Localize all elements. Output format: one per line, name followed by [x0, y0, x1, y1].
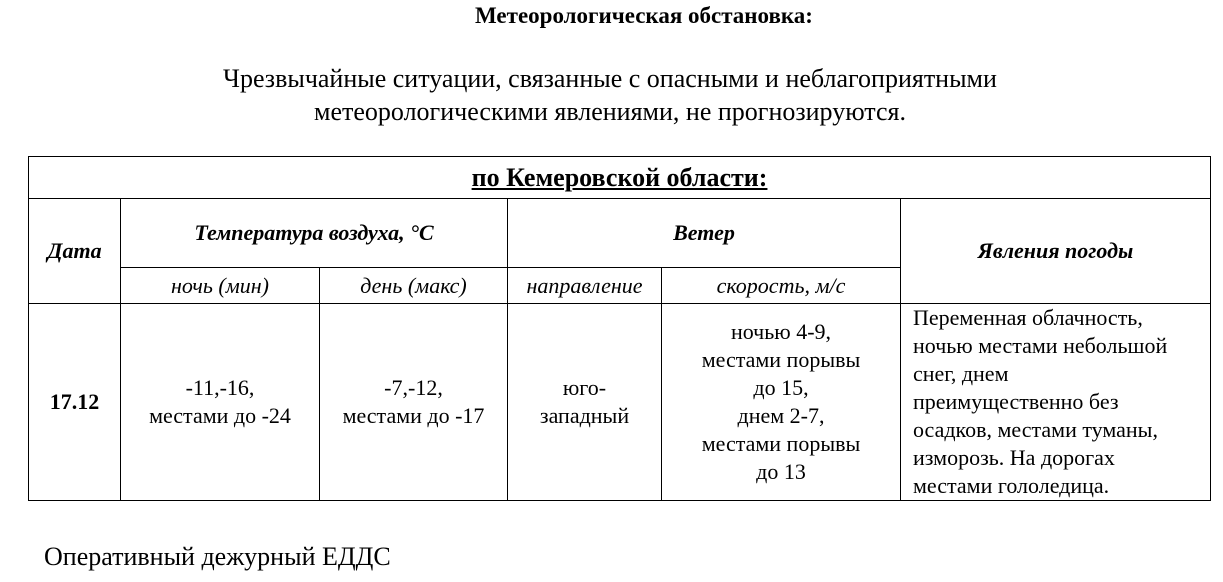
subheader-speed: скорость, м/с	[662, 268, 901, 304]
cell-line: местами гололедица.	[913, 473, 1110, 498]
cell-line: ночью 4-9,	[730, 319, 832, 344]
cell-line: ночью местами небольшой	[913, 333, 1168, 358]
cell-line: осадков, местами туманы,	[913, 417, 1158, 442]
cell-line: до 13	[756, 459, 806, 484]
cell-line: местами до -24	[149, 403, 291, 428]
cell-line: днем 2-7,	[737, 403, 825, 428]
cell-line: местами порывы	[701, 431, 861, 456]
region-title: по Кемеровской области:	[29, 157, 1211, 199]
header-date: Дата	[29, 199, 121, 304]
cell-line: местами до -17	[342, 403, 485, 428]
cell-wind-direction	[508, 304, 662, 501]
cell-line: Переменная облачность,	[913, 305, 1143, 330]
cell-line: изморозь. На дорогах	[913, 445, 1115, 470]
subheader-day: день (макс)	[320, 268, 508, 304]
statement-line-1: Чрезвычайные ситуации, связанные с опасными и неблагоприятными	[223, 64, 997, 93]
cell-day-temp	[320, 304, 508, 501]
cell-wind-speed	[662, 304, 901, 501]
header-wind: Ветер	[508, 199, 901, 268]
cell-line: западный	[539, 403, 630, 428]
statement-line-2: метеорологическими явлениями, не прогнозируются.	[314, 97, 906, 126]
forecast-statement	[0, 62, 1220, 128]
subheader-night: ночь (мин)	[121, 268, 320, 304]
cell-line: юго-	[562, 375, 607, 400]
section-heading: Метеорологическая обстановка:	[475, 3, 813, 28]
cell-night-temp	[121, 304, 320, 501]
weather-table	[28, 156, 1211, 501]
subheader-direction: направление	[508, 268, 662, 304]
header-temperature: Температура воздуха, °С	[121, 199, 508, 268]
cell-line: -7,-12,	[384, 375, 443, 400]
duty-officer-line: Оперативный дежурный ЕДДС	[44, 542, 391, 571]
table-row	[29, 304, 1211, 501]
cell-date: 17.12	[29, 304, 121, 501]
cell-line: местами порывы	[701, 347, 861, 372]
cell-line: преимущественно без	[913, 389, 1119, 414]
cell-weather-phenomena	[901, 304, 1211, 501]
cell-line: -11,-16,	[185, 375, 255, 400]
cell-line: снег, днем	[913, 361, 1009, 386]
cell-line: до 15,	[753, 375, 809, 400]
header-phenomena: Явления погоды	[901, 199, 1211, 304]
